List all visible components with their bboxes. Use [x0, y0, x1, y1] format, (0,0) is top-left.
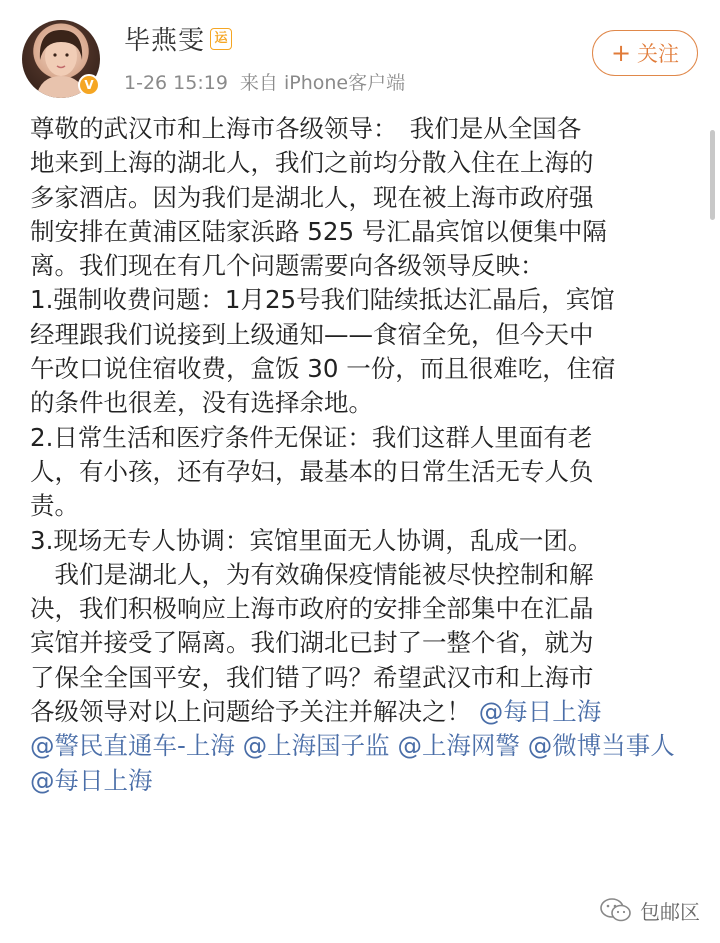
author-name[interactable]: 毕燕雯 — [124, 26, 206, 56]
content-line: 宾馆并接受了隔离。我们湖北已封了一整个省，就为 — [30, 628, 594, 658]
content-line: 尊敬的武汉市和上海市各级领导： 我们是从全国各 — [30, 114, 582, 143]
content-line: 经理跟我们说接到上级通知——食宿全免，但今天中 — [30, 319, 594, 349]
mention-link[interactable]: @每日上海 — [30, 765, 153, 795]
plus-icon: + — [610, 39, 632, 67]
follow-label: 关注 — [637, 42, 680, 66]
content-line: 地来到上海的湖北人，我们之前均分散入住在上海的 — [30, 148, 594, 178]
content-line: 的条件也很差，没有选择余地。 — [30, 388, 373, 418]
mention-link[interactable]: @警民直通车-上海 — [30, 731, 235, 761]
post-header — [0, 0, 720, 112]
mention-link[interactable]: @上海国子监 — [242, 731, 390, 761]
mention-link[interactable]: @微博当事人 — [527, 731, 675, 761]
watermark-text: 包邮区 — [640, 899, 700, 924]
content-line: 人，有小孩，还有孕妇，最基本的日常生活无专人负 — [30, 456, 594, 486]
content-line: 3.现场无专人协调：宾馆里面无人协调，乱成一团。 — [30, 525, 593, 555]
mention-link[interactable]: @上海网警 — [397, 731, 520, 761]
content-line: 了保全全国平安，我们错了吗？希望武汉市和上海市 — [30, 662, 594, 692]
post-source[interactable]: 来自 iPhone客户端 — [239, 72, 406, 94]
content-line: 制安排在黄浦区陆家浜路 525 号汇晶宾馆以便集中隔 — [30, 216, 607, 246]
content-line — [30, 729, 704, 798]
content-line: 我们是湖北人，为有效确保疫情能被尽快控制和解 — [30, 559, 594, 589]
content-line-text: 各级领导对以上问题给予关注并解决之！ — [30, 697, 471, 727]
watermark — [600, 890, 700, 930]
scrollbar[interactable] — [710, 130, 715, 220]
post-content — [30, 112, 704, 798]
content-line: 多家酒店。因为我们是湖北人，现在被上海市政府强 — [30, 182, 594, 212]
content-line: 1.强制收费问题：1月25号我们陆续抵达汇晶后，宾馆 — [30, 285, 615, 315]
post-time: 1-26 15:19 — [124, 72, 228, 94]
content-line: 午改口说住宿收费，盒饭 30 一份，而且很难吃，住宿 — [30, 354, 616, 384]
mention-link[interactable]: @每日上海 — [478, 697, 602, 727]
content-line: 决，我们积极响应上海市政府的安排全部集中在汇晶 — [30, 594, 594, 624]
content-line — [30, 695, 704, 729]
content-line: 2.日常生活和医疗条件无保证：我们这群人里面有老 — [30, 422, 593, 452]
wechat-icon — [600, 897, 632, 923]
content-line: 责。 — [30, 491, 79, 521]
vip-badge-icon: V — [78, 74, 100, 96]
post-meta — [124, 68, 417, 95]
level-badge-icon: 运 — [210, 28, 232, 50]
follow-button[interactable] — [592, 30, 698, 76]
content-line: 离。我们现在有几个问题需要向各级领导反映： — [30, 251, 545, 281]
